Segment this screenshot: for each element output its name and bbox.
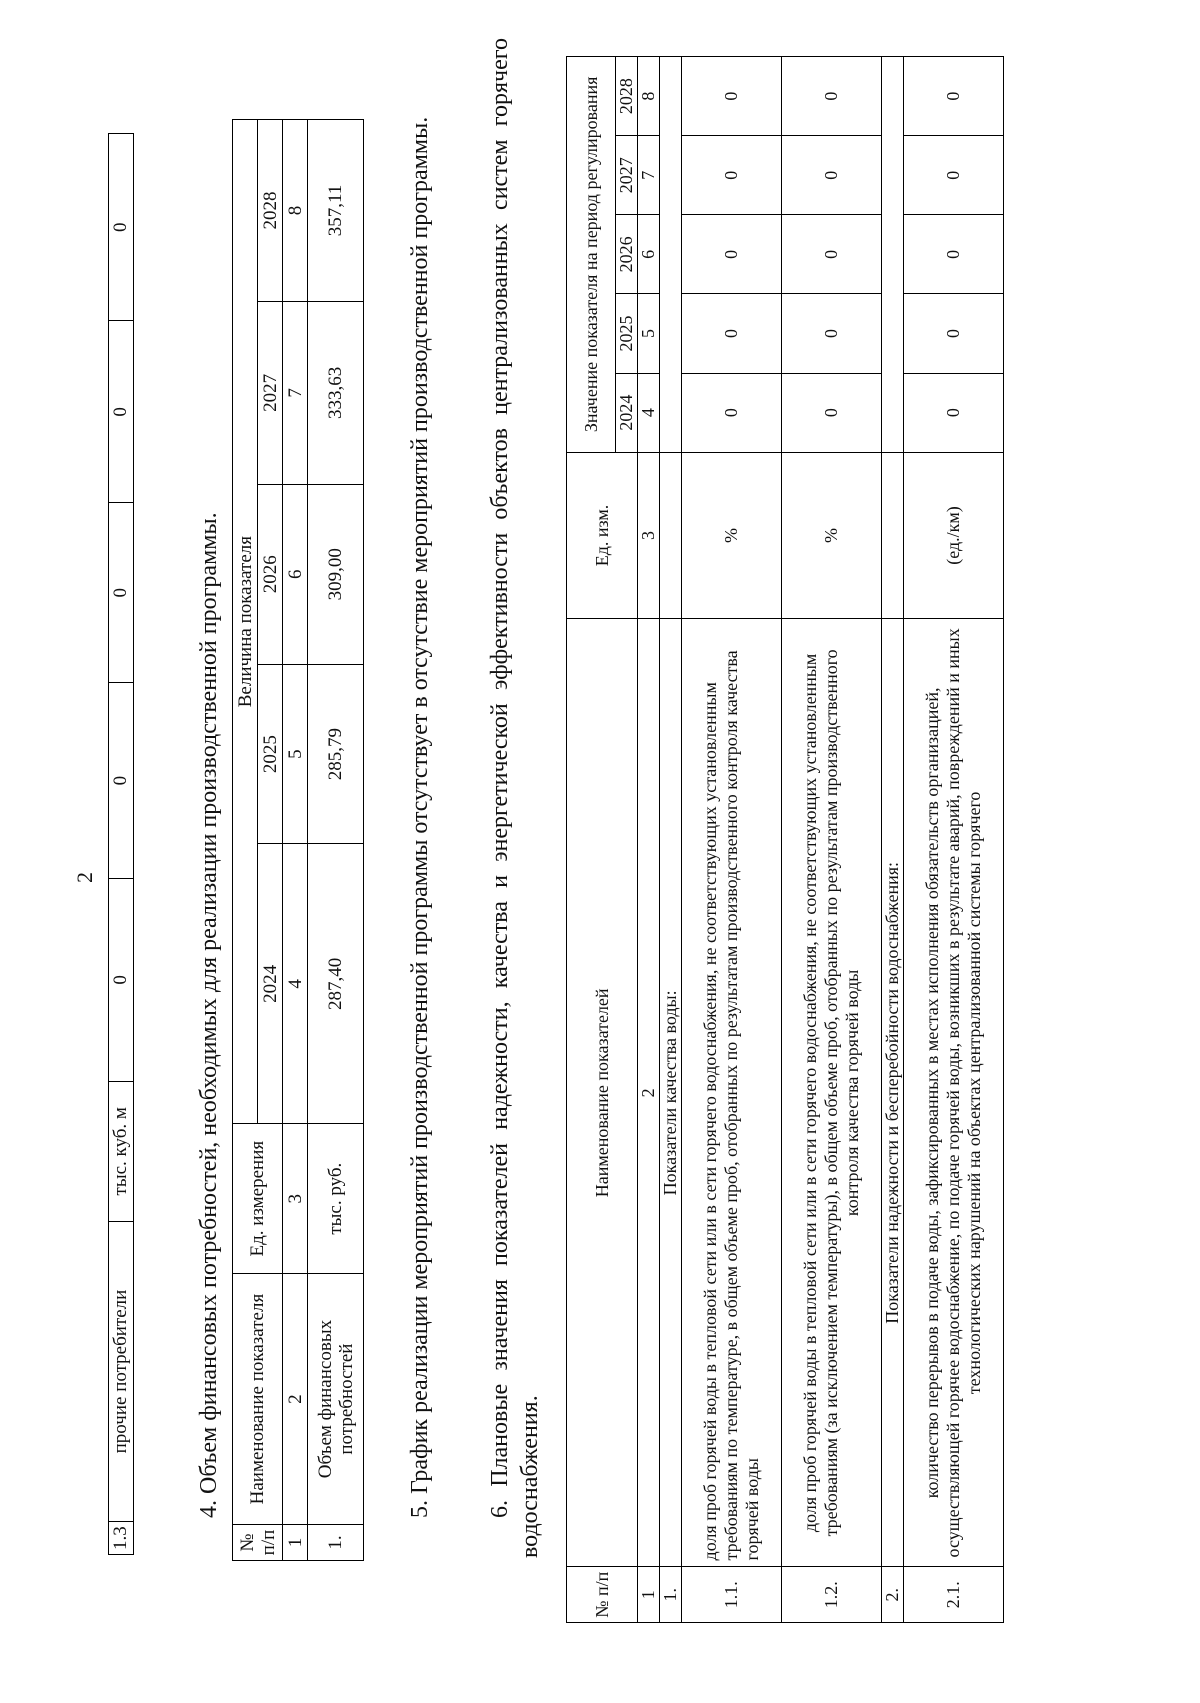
index-cell: 1 <box>638 1567 660 1623</box>
index-cell: 2 <box>638 619 660 1567</box>
row-number: 2. <box>882 1567 904 1623</box>
table-row <box>109 134 134 1555</box>
row-unit: % <box>782 452 882 619</box>
row-value: 0 <box>682 373 782 452</box>
header-year: 2027 <box>258 301 283 484</box>
row-value: 0 <box>904 373 1004 452</box>
index-cell: 5 <box>283 664 308 844</box>
row-value: 287,40 <box>308 844 364 1124</box>
row-value: 309,00 <box>308 484 364 664</box>
index-cell: 7 <box>638 136 660 215</box>
section-row <box>660 57 682 1623</box>
row-unit: % <box>682 452 782 619</box>
row-value: 0 <box>109 878 134 1081</box>
row-value: 0 <box>782 294 882 373</box>
financial-needs-table <box>232 119 364 1561</box>
row-name: Объем финансовых потребностей <box>308 1274 364 1525</box>
header-name: Наименование показателей <box>567 619 638 1567</box>
row-number: 1.3 <box>109 1522 134 1555</box>
header-year: 2026 <box>258 484 283 664</box>
table-row <box>308 120 364 1561</box>
section5-text: 5. График реализации мероприятий производственной программы отсутствует в отсутствие мероприятий производственной программы. <box>407 116 433 1518</box>
index-row <box>638 57 660 1623</box>
index-cell: 6 <box>283 484 308 664</box>
row-value: 0 <box>782 373 882 452</box>
row-value: 0 <box>782 136 882 215</box>
row-number: 1. <box>660 1567 682 1623</box>
row-value: 0 <box>904 136 1004 215</box>
row-number: 2.1. <box>904 1567 1004 1623</box>
row-value: 0 <box>904 57 1004 136</box>
table-row <box>682 57 782 1623</box>
table-row <box>904 57 1004 1623</box>
index-cell: 8 <box>638 57 660 136</box>
row-number: 1.2. <box>782 1567 882 1623</box>
section-title: Показатели качества воды: <box>660 619 682 1567</box>
row-number: 1. <box>308 1525 364 1561</box>
section4-title: 4. Объем финансовых потребностей, необходимых для реализации производственной программы. <box>196 512 222 1518</box>
header-group: Значение показателя на период регулирования <box>567 57 616 453</box>
section6-title: 6. Плановые значения показателей надежности, качества и энергетической эффективности объектов централизованных систем горячего водоснабжения. <box>487 38 543 1558</box>
row-name: прочие потребители <box>109 1221 134 1521</box>
table-header-row <box>567 57 616 1623</box>
row-value: 357,11 <box>308 120 364 302</box>
header-name: Наименование показателя <box>233 1274 283 1525</box>
header-num: № п/п <box>233 1525 283 1561</box>
index-cell: 3 <box>638 452 660 619</box>
index-cell: 4 <box>638 373 660 452</box>
row-value: 285,79 <box>308 664 364 844</box>
row-name: количество перерывов в подаче воды, зафиксированных в местах исполнения обязательств организацией, осуществляющей горячее водоснабжение, по подаче горячей воды, возникших в результате аварий, повреждений и иных технологических нарушений на объектах централизованной системы горячего <box>904 619 1004 1567</box>
index-cell: 8 <box>283 120 308 302</box>
row-unit: (ед./км) <box>904 452 1004 619</box>
row-value: 0 <box>904 215 1004 294</box>
index-cell: 7 <box>283 301 308 484</box>
header-unit: Ед. изм. <box>567 452 638 619</box>
header-year: 2025 <box>258 664 283 844</box>
header-year: 2027 <box>616 136 638 215</box>
index-cell: 5 <box>638 294 660 373</box>
row-value: 0 <box>682 57 782 136</box>
row-value: 0 <box>109 503 134 683</box>
consumers-table <box>108 133 134 1555</box>
row-value: 0 <box>904 294 1004 373</box>
index-cell: 2 <box>283 1274 308 1525</box>
row-value: 333,63 <box>308 301 364 484</box>
indicators-table <box>566 56 1004 1623</box>
row-value: 0 <box>109 321 134 503</box>
page-number: 2 <box>72 872 97 883</box>
index-cell: 3 <box>283 1124 308 1274</box>
header-year: 2024 <box>616 373 638 452</box>
header-year: 2024 <box>258 844 283 1124</box>
index-cell: 6 <box>638 215 660 294</box>
row-name: доля проб горячей воды в тепловой сети или в сети горячего водоснабжения, не соответствующих установленным требованиям (за исключением температуры), в общем объеме проб, отобранных по результатам производственного контроля качества горячей воды <box>782 619 882 1567</box>
section-title: Показатели надежности и бесперебойности водоснабжения: <box>882 619 904 1567</box>
index-cell: 1 <box>283 1525 308 1561</box>
header-num: № п/п <box>567 1567 638 1623</box>
row-name: доля проб горячей воды в тепловой сети или в сети горячего водоснабжения, не соответствующих установленным требованиям по температуре, в общем объеме проб, отобранных по результатам производственного контроля качества горячей воды <box>682 619 782 1567</box>
table-header-row <box>233 120 258 1561</box>
row-unit: тыс. руб. <box>308 1124 364 1274</box>
row-value: 0 <box>682 136 782 215</box>
header-year: 2025 <box>616 294 638 373</box>
section-row <box>882 57 904 1623</box>
row-unit: тыс. куб. м <box>109 1081 134 1221</box>
table-row <box>782 57 882 1623</box>
row-value: 0 <box>782 215 882 294</box>
header-group: Величина показателя <box>233 120 258 1124</box>
row-value: 0 <box>109 683 134 879</box>
row-value: 0 <box>682 294 782 373</box>
header-unit: Ед. измерения <box>233 1124 283 1274</box>
row-number: 1.1. <box>682 1567 782 1623</box>
header-year: 2028 <box>258 120 283 302</box>
index-row <box>283 120 308 1561</box>
header-year: 2026 <box>616 215 638 294</box>
row-value: 0 <box>782 57 882 136</box>
row-value: 0 <box>109 134 134 321</box>
index-cell: 4 <box>283 844 308 1124</box>
header-year: 2028 <box>616 57 638 136</box>
row-value: 0 <box>682 215 782 294</box>
